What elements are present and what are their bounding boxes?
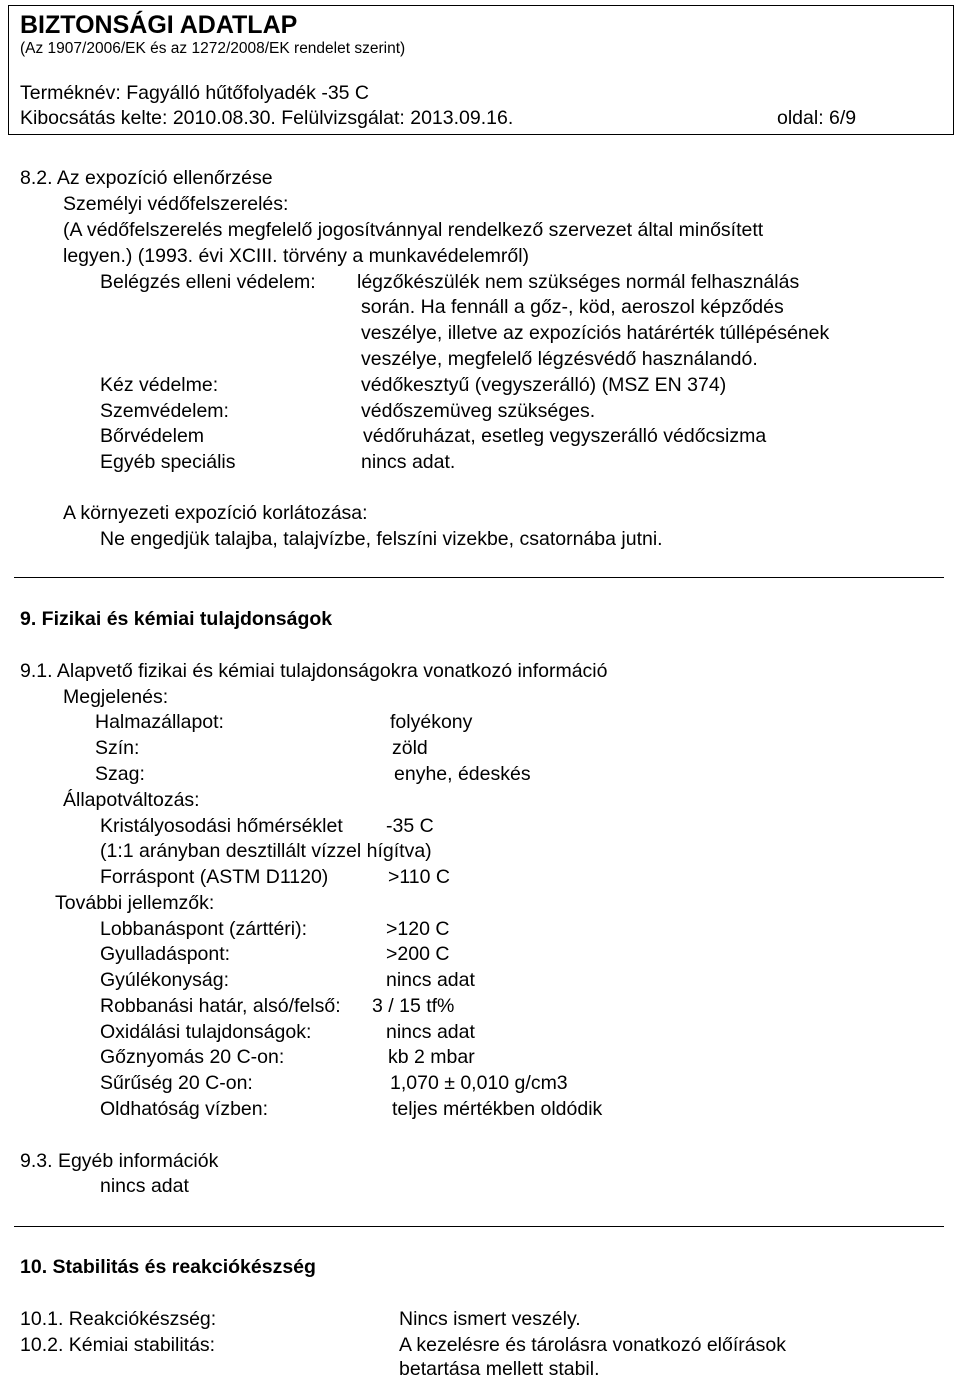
oxidizing-label: Oxidálási tulajdonságok: <box>100 1021 312 1043</box>
other-protection-value: nincs adat. <box>361 451 456 473</box>
color-value: zöld <box>392 737 428 759</box>
eye-protection-label: Szemvédelem: <box>100 400 229 422</box>
chemical-stability-value-line1: A kezelésre és tárolásra vonatkozó előírások <box>399 1334 786 1356</box>
ppe-note-line2: legyen.) (1993. évi XCIII. törvény a munkavédelemről) <box>63 245 530 267</box>
section-9-3-heading: 9.3. Egyéb információk <box>20 1150 219 1172</box>
chemical-stability-label: 10.2. Kémiai stabilitás: <box>20 1334 216 1356</box>
boiling-point-value: >110 C <box>388 866 450 888</box>
document-title: BIZTONSÁGI ADATLAP <box>20 11 298 39</box>
flammability-label: Gyúlékonyság: <box>100 969 229 991</box>
section-divider <box>14 577 944 578</box>
explosion-limit-value: 3 / 15 tf% <box>372 995 455 1017</box>
state-value: folyékony <box>390 711 473 733</box>
respiratory-value-line4: veszélye, megfelelő légzésvédő használandó. <box>361 348 758 370</box>
hand-protection-value: védőkesztyű (vegyszerálló) (MSZ EN 374) <box>361 374 727 396</box>
hand-protection-label: Kéz védelme: <box>100 374 219 396</box>
eye-protection-value: védőszemüveg szükséges. <box>361 400 596 422</box>
odor-label: Szag: <box>95 763 145 785</box>
section-9-1-heading: 9.1. Alapvető fizikai és kémiai tulajdonságokra vonatkozó információ <box>20 660 608 682</box>
dilution-note: (1:1 arányban desztillált vízzel hígítva) <box>100 840 432 862</box>
ppe-label: Személyi védőfelszerelés: <box>63 193 289 215</box>
state-label: Halmazállapot: <box>95 711 224 733</box>
reactivity-label: 10.1. Reakciókészség: <box>20 1308 217 1330</box>
flammability-value: nincs adat <box>386 969 475 991</box>
ignition-point-label: Gyulladáspont: <box>100 943 231 965</box>
density-label: Sűrűség 20 C-on: <box>100 1072 253 1094</box>
chemical-stability-value-line2: betartása mellett stabil. <box>399 1358 600 1380</box>
solubility-label: Oldhatóság vízben: <box>100 1098 269 1120</box>
environmental-text: Ne engedjük talajba, talajvízbe, felszíni vizekbe, csatornába jutni. <box>100 528 663 550</box>
boiling-point-label: Forráspont (ASTM D1120) <box>100 866 329 888</box>
respiratory-value-line2: során. Ha fennáll a gőz-, köd, aeroszol képződés <box>361 296 784 318</box>
section-8-2-heading: 8.2. Az expozíció ellenőrzése <box>20 167 273 189</box>
product-name: Terméknév: Fagyálló hűtőfolyadék -35 C <box>20 82 370 104</box>
regulation-note: (Az 1907/2006/EK és az 1272/2008/EK rendelet szerint) <box>20 40 406 57</box>
crystallization-value: -35 C <box>386 815 434 837</box>
other-protection-label: Egyéb speciális <box>100 451 236 473</box>
solubility-value: teljes mértékben oldódik <box>392 1098 603 1120</box>
environmental-heading: A környezeti expozíció korlátozása: <box>63 502 368 524</box>
ignition-point-value: >200 C <box>386 943 450 965</box>
state-change-label: Állapotváltozás: <box>63 789 200 811</box>
respiratory-value-line1: légzőkészülék nem szükséges normál felhasználás <box>357 271 800 293</box>
ppe-note-line1: (A védőfelszerelés megfelelő jogosítvánnyal rendelkező szervezet által minősített <box>63 219 764 241</box>
odor-value: enyhe, édeskés <box>394 763 531 785</box>
skin-protection-label: Bőrvédelem <box>100 425 205 447</box>
further-properties-label: További jellemzők: <box>55 892 215 914</box>
respiratory-label: Belégzés elleni védelem: <box>100 271 316 293</box>
section-9-heading: 9. Fizikai és kémiai tulajdonságok <box>20 608 333 630</box>
vapour-pressure-label: Gőznyomás 20 C-on: <box>100 1046 285 1068</box>
reactivity-value: Nincs ismert veszély. <box>399 1308 581 1330</box>
vapour-pressure-value: kb 2 mbar <box>388 1046 475 1068</box>
appearance-label: Megjelenés: <box>63 686 169 708</box>
oxidizing-value: nincs adat <box>386 1021 475 1043</box>
section-divider-2 <box>14 1226 944 1227</box>
page-number: oldal: 6/9 <box>777 107 857 129</box>
section-9-3-value: nincs adat <box>100 1175 189 1197</box>
flash-point-value: >120 C <box>386 918 450 940</box>
crystallization-label: Kristályosodási hőmérséklet <box>100 815 343 837</box>
color-label: Szín: <box>95 737 140 759</box>
section-10-heading: 10. Stabilitás és reakciókészség <box>20 1256 316 1278</box>
density-value: 1,070 ± 0,010 g/cm3 <box>390 1072 568 1094</box>
issue-dates: Kibocsátás kelte: 2010.08.30. Felülvizsgálat: 2013.09.16. <box>20 107 514 129</box>
respiratory-value-line3: veszélye, illetve az expozíciós határérték túllépésének <box>361 322 830 344</box>
explosion-limit-label: Robbanási határ, alsó/felső: <box>100 995 341 1017</box>
skin-protection-value: védőruházat, esetleg vegyszerálló védőcsizma <box>363 425 767 447</box>
flash-point-label: Lobbanáspont (zárttéri): <box>100 918 308 940</box>
